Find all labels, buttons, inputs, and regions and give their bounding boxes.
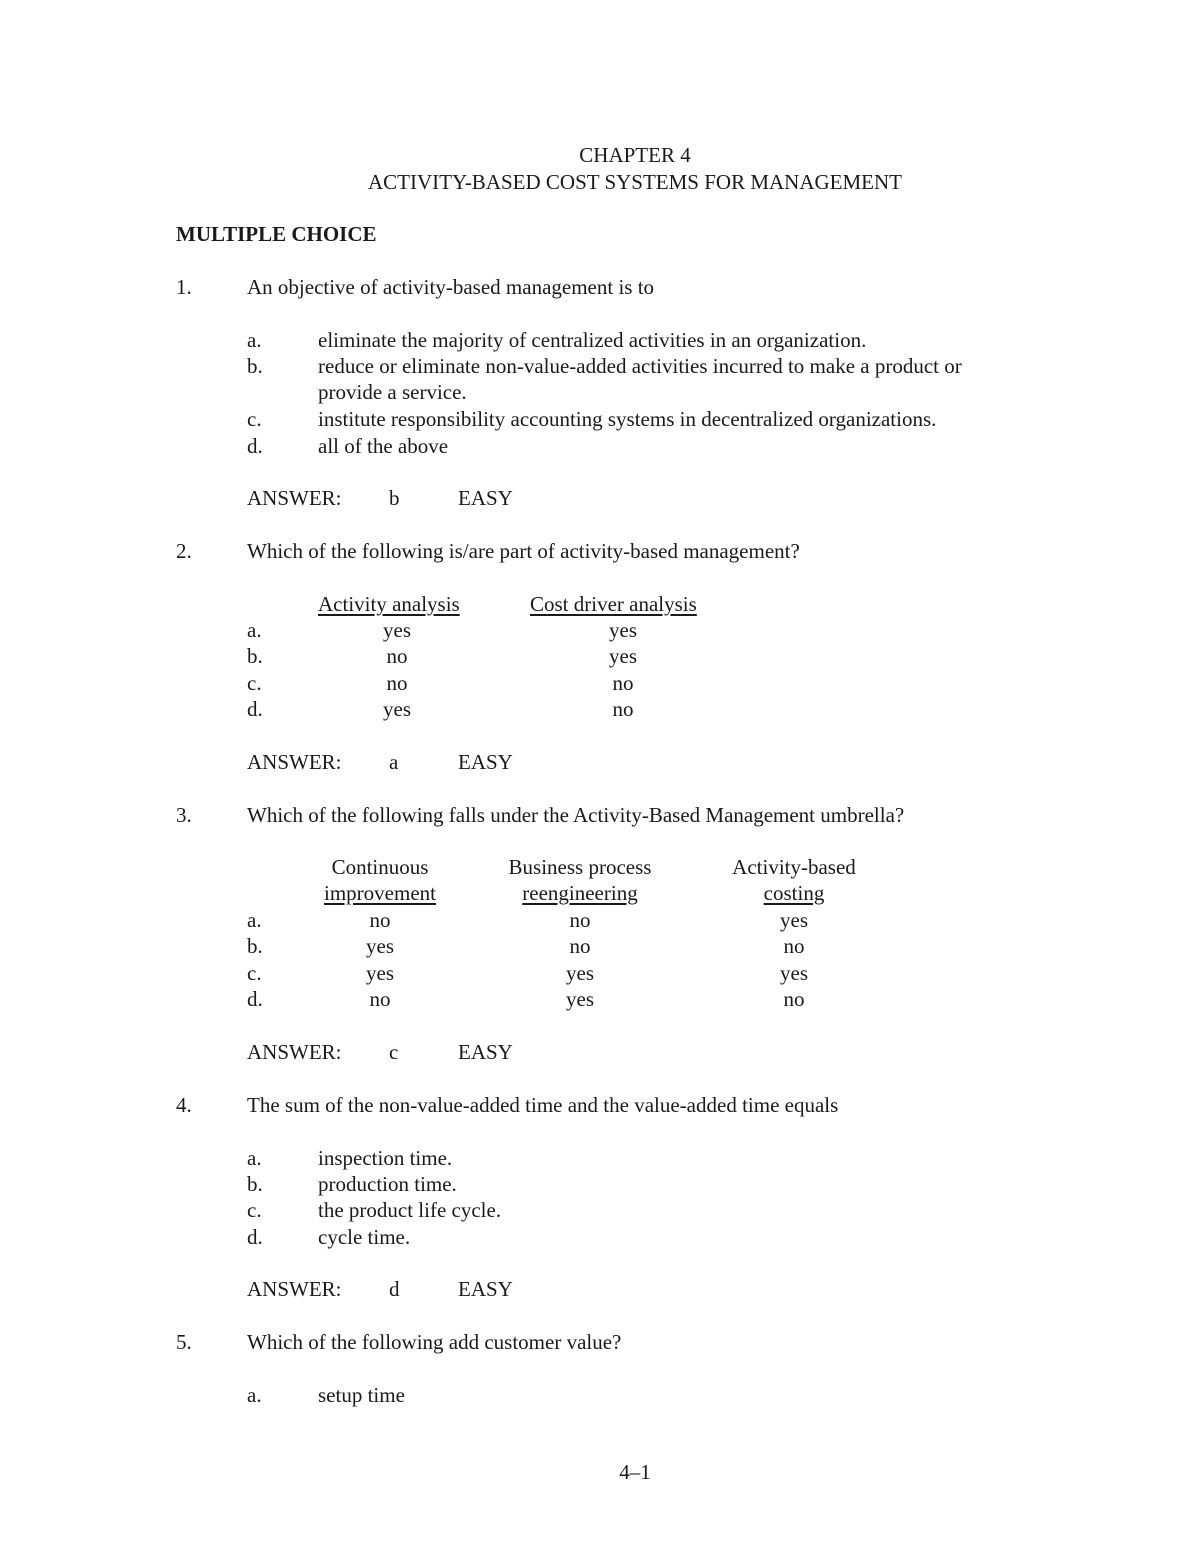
option-text: setup time [318, 1383, 405, 1407]
table-header: improvement [324, 881, 436, 905]
table-cell: no [369, 987, 391, 1011]
difficulty-badge: EASY [458, 750, 513, 774]
table-cell: no [569, 934, 591, 958]
option-letter: c. [247, 407, 262, 431]
table-cell: yes [780, 961, 808, 985]
table-cell: no [369, 908, 391, 932]
table-header-top: Continuous [331, 855, 429, 879]
row-letter: a. [247, 618, 262, 642]
table-cell: yes [566, 961, 594, 985]
table-cell: yes [383, 697, 411, 721]
table-cell: yes [566, 987, 594, 1011]
table-header: Cost driver analysis [530, 592, 697, 616]
question-number: 4. [176, 1093, 192, 1117]
row-letter: b. [247, 934, 263, 958]
table-cell: no [612, 671, 634, 695]
answer-label: ANSWER: [247, 750, 342, 774]
table-cell: no [783, 934, 805, 958]
option-letter: b. [247, 1172, 263, 1196]
table-header: Activity analysis [318, 592, 460, 616]
table-cell: yes [366, 934, 394, 958]
table-cell: no [569, 908, 591, 932]
row-letter: b. [247, 644, 263, 668]
option-text: reduce or eliminate non-value-added activities incurred to make a product or [318, 354, 962, 378]
option-letter: d. [247, 1225, 263, 1249]
chapter-heading: CHAPTER 4 [579, 143, 691, 167]
question-text: Which of the following is/are part of activity-based management? [247, 539, 800, 563]
table-header-top: Business process [508, 855, 652, 879]
table-header-top: Activity-based [732, 855, 856, 879]
option-letter: d. [247, 434, 263, 458]
option-letter: b. [247, 354, 263, 378]
page-number: 4–1 [619, 1460, 651, 1484]
table-cell: no [386, 644, 408, 668]
answer-value: c [389, 1040, 399, 1064]
row-letter: d. [247, 987, 263, 1011]
table-header: reengineering [522, 881, 638, 905]
difficulty-badge: EASY [458, 1040, 513, 1064]
row-letter: c. [247, 671, 262, 695]
question-text: An objective of activity-based management is to [247, 275, 655, 299]
option-text: all of the above [318, 434, 449, 458]
table-cell: no [783, 987, 805, 1011]
option-letter: a. [247, 1146, 262, 1170]
question-number: 3. [176, 803, 192, 827]
question-text: The sum of the non-value-added time and the value-added time equals [247, 1093, 839, 1117]
table-cell: yes [609, 618, 637, 642]
option-text: inspection time. [318, 1146, 453, 1170]
row-letter: c. [247, 961, 262, 985]
table-cell: no [612, 697, 634, 721]
answer-label: ANSWER: [247, 486, 342, 510]
question-number: 5. [176, 1330, 192, 1354]
option-text: cycle time. [318, 1225, 411, 1249]
option-text: production time. [318, 1172, 457, 1196]
difficulty-badge: EASY [458, 486, 513, 510]
table-cell: yes [780, 908, 808, 932]
question-text: Which of the following falls under the Activity-Based Management umbrella? [247, 803, 905, 827]
question-number: 2. [176, 539, 192, 563]
answer-value: b [389, 486, 400, 510]
answer-value: a [389, 750, 399, 774]
row-letter: d. [247, 697, 263, 721]
answer-value: d [389, 1277, 400, 1301]
table-cell: yes [383, 618, 411, 642]
question-number: 1. [176, 275, 192, 299]
section-title: MULTIPLE CHOICE [176, 222, 377, 246]
table-cell: yes [609, 644, 637, 668]
answer-label: ANSWER: [247, 1040, 342, 1064]
option-text: institute responsibility accounting systems in decentralized organizations. [318, 407, 937, 431]
option-letter: c. [247, 1198, 262, 1222]
option-text: the product life cycle. [318, 1198, 502, 1222]
row-letter: a. [247, 908, 262, 932]
table-cell: yes [366, 961, 394, 985]
difficulty-badge: EASY [458, 1277, 513, 1301]
table-cell: no [386, 671, 408, 695]
table-header: costing [763, 881, 825, 905]
option-text-continued: provide a service. [318, 380, 467, 404]
option-letter: a. [247, 328, 262, 352]
answer-label: ANSWER: [247, 1277, 342, 1301]
chapter-title: ACTIVITY-BASED COST SYSTEMS FOR MANAGEMENT [368, 170, 902, 194]
option-text: eliminate the majority of centralized activities in an organization. [318, 328, 867, 352]
option-letter: a. [247, 1383, 262, 1407]
question-text: Which of the following add customer value? [247, 1330, 622, 1354]
